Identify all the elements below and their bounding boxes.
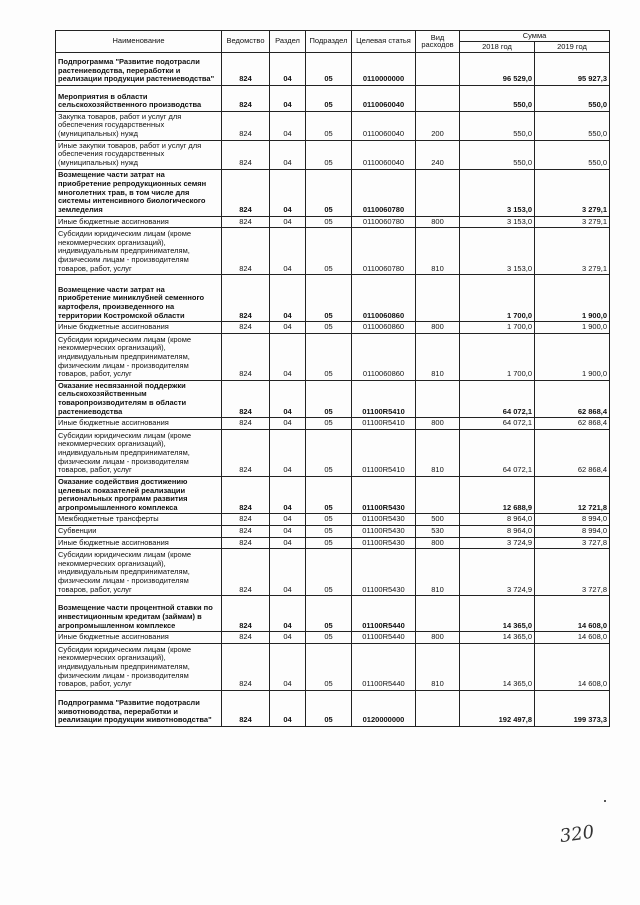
table-cell-name: Субвенции (56, 526, 222, 538)
table-cell-subsection: 05 (306, 169, 352, 216)
table-cell-subsection: 05 (306, 429, 352, 476)
table-cell-2018: 3 724,9 (460, 537, 535, 549)
table-cell-name: Подпрограмма "Развитие подотрасли растениеводства, переработки и реализации продукции растениеводства" (56, 52, 222, 85)
table-cell-2018: 64 072,1 (460, 380, 535, 418)
table-cell-exptype (416, 275, 460, 322)
table-cell-section: 04 (270, 526, 306, 538)
table-cell-dept: 824 (222, 322, 270, 334)
header-row (56, 31, 610, 42)
table-cell-exptype (416, 85, 460, 111)
table-cell-section: 04 (270, 111, 306, 140)
table-row (56, 476, 610, 514)
table-cell-2019: 3 279,1 (535, 228, 610, 275)
table-cell-2019: 95 927,3 (535, 52, 610, 85)
table-cell-2019: 550,0 (535, 111, 610, 140)
table-row (56, 140, 610, 169)
table-cell-name: Закупка товаров, работ и услуг для обеспечения государственных (муниципальных) нужд (56, 111, 222, 140)
table-cell-target: 01100R5410 (352, 380, 416, 418)
table-cell-dept: 824 (222, 549, 270, 596)
table-cell-exptype (416, 596, 460, 632)
table-cell-subsection: 05 (306, 111, 352, 140)
table-cell-section: 04 (270, 322, 306, 334)
table-cell-2019: 14 608,0 (535, 643, 610, 690)
table-cell-section: 04 (270, 52, 306, 85)
header-section: Раздел (270, 31, 306, 53)
table-cell-name: Иные бюджетные ассигнования (56, 322, 222, 334)
table-cell-dept: 824 (222, 514, 270, 526)
table-row (56, 418, 610, 430)
table-cell-section: 04 (270, 333, 306, 380)
table-cell-exptype: 530 (416, 526, 460, 538)
header-name: Наименование (56, 31, 222, 53)
table-cell-subsection: 05 (306, 418, 352, 430)
table-cell-target: 01100R5430 (352, 514, 416, 526)
table-row (56, 429, 610, 476)
table-cell-subsection: 05 (306, 380, 352, 418)
table-cell-name: Оказание несвязанной поддержки сельскохозяйственным товаропроизводителям в области растениеводства (56, 380, 222, 418)
table-cell-section: 04 (270, 632, 306, 644)
table-cell-2019: 14 608,0 (535, 596, 610, 632)
table-cell-exptype (416, 52, 460, 85)
table-cell-section: 04 (270, 643, 306, 690)
table-cell-2019: 12 721,8 (535, 476, 610, 514)
table-cell-2018: 14 365,0 (460, 596, 535, 632)
table-cell-subsection: 05 (306, 514, 352, 526)
table-cell-section: 04 (270, 140, 306, 169)
table-cell-dept: 824 (222, 228, 270, 275)
table-cell-target: 0110060860 (352, 322, 416, 334)
header-sum: Сумма (460, 31, 610, 42)
table-cell-name: Иные бюджетные ассигнования (56, 216, 222, 228)
table-cell-exptype (416, 380, 460, 418)
table-cell-subsection: 05 (306, 596, 352, 632)
table-cell-dept: 824 (222, 275, 270, 322)
table-cell-exptype: 240 (416, 140, 460, 169)
table-cell-name: Возмещение части процентной ставки по инвестиционным кредитам (займам) в агропромышленном комплексе (56, 596, 222, 632)
table-cell-target: 0110000000 (352, 52, 416, 85)
table-cell-subsection: 05 (306, 643, 352, 690)
table-cell-2019: 62 868,4 (535, 380, 610, 418)
table-row (56, 514, 610, 526)
table-cell-2019: 3 279,1 (535, 216, 610, 228)
table-row (56, 111, 610, 140)
table-cell-name: Субсидии юридическим лицам (кроме некоммерческих организаций), индивидуальным предпринимателям, физическим лицам - производителям товаров, работ, услуг (56, 643, 222, 690)
table-cell-target: 0110060040 (352, 140, 416, 169)
table-row (56, 216, 610, 228)
table-cell-section: 04 (270, 418, 306, 430)
table-cell-exptype: 800 (416, 216, 460, 228)
table-cell-subsection: 05 (306, 690, 352, 726)
table-cell-section: 04 (270, 380, 306, 418)
table-cell-2018: 3 724,9 (460, 549, 535, 596)
table-cell-dept: 824 (222, 690, 270, 726)
table-cell-section: 04 (270, 596, 306, 632)
table-cell-dept: 824 (222, 169, 270, 216)
table-cell-subsection: 05 (306, 85, 352, 111)
table-cell-subsection: 05 (306, 333, 352, 380)
table-cell-subsection: 05 (306, 632, 352, 644)
table-cell-2019: 14 608,0 (535, 632, 610, 644)
table-cell-section: 04 (270, 216, 306, 228)
table-cell-target: 01100R5430 (352, 549, 416, 596)
table-row (56, 380, 610, 418)
table-cell-subsection: 05 (306, 537, 352, 549)
table-cell-dept: 824 (222, 333, 270, 380)
table-cell-dept: 824 (222, 632, 270, 644)
table-cell-exptype: 800 (416, 537, 460, 549)
table-cell-name: Субсидии юридическим лицам (кроме некоммерческих организаций), индивидуальным предпринимателям, физическим лицам - производителям товаров, работ, услуг (56, 549, 222, 596)
table-cell-name: Возмещение части затрат на приобретение репродукционных семян многолетних трав, в том числе для системы интенсивного биологического земледелия (56, 169, 222, 216)
table-cell-2018: 12 688,9 (460, 476, 535, 514)
table-cell-2018: 3 153,0 (460, 228, 535, 275)
table-cell-subsection: 05 (306, 216, 352, 228)
page-number-mark: 320 (558, 821, 596, 848)
table-row (56, 85, 610, 111)
table-cell-dept: 824 (222, 537, 270, 549)
table-cell-2019: 62 868,4 (535, 429, 610, 476)
table-cell-2018: 8 964,0 (460, 526, 535, 538)
table-cell-section: 04 (270, 690, 306, 726)
table-cell-name: Межбюджетные трансферты (56, 514, 222, 526)
table-cell-2019: 8 994,0 (535, 526, 610, 538)
table-cell-subsection: 05 (306, 275, 352, 322)
table-cell-exptype: 200 (416, 111, 460, 140)
table-cell-2018: 14 365,0 (460, 632, 535, 644)
table-row (56, 632, 610, 644)
table-cell-subsection: 05 (306, 140, 352, 169)
table-cell-2019: 3 727,8 (535, 537, 610, 549)
table-cell-exptype: 800 (416, 322, 460, 334)
table-cell-2019: 1 900,0 (535, 322, 610, 334)
table-cell-dept: 824 (222, 111, 270, 140)
table-cell-target: 01100R5410 (352, 429, 416, 476)
table-cell-dept: 824 (222, 52, 270, 85)
table-cell-2018: 1 700,0 (460, 322, 535, 334)
table-cell-dept: 824 (222, 429, 270, 476)
table-cell-target: 0110060040 (352, 111, 416, 140)
table-cell-target: 0110060780 (352, 216, 416, 228)
table-cell-section: 04 (270, 429, 306, 476)
table-cell-subsection: 05 (306, 52, 352, 85)
table-cell-2018: 192 497,8 (460, 690, 535, 726)
table-cell-target: 01100R5430 (352, 476, 416, 514)
table-cell-2019: 199 373,3 (535, 690, 610, 726)
table-row (56, 333, 610, 380)
table-cell-subsection: 05 (306, 228, 352, 275)
table-cell-target: 01100R5430 (352, 526, 416, 538)
table-cell-2018: 14 365,0 (460, 643, 535, 690)
table-cell-exptype: 810 (416, 429, 460, 476)
table-cell-exptype: 500 (416, 514, 460, 526)
header-dept: Ведомство (222, 31, 270, 53)
table-cell-2019: 3 727,8 (535, 549, 610, 596)
table-row (56, 52, 610, 85)
table-cell-dept: 824 (222, 643, 270, 690)
table-cell-target: 0120000000 (352, 690, 416, 726)
table-cell-target: 0110060040 (352, 85, 416, 111)
table-body (56, 52, 610, 726)
table-cell-2019: 62 868,4 (535, 418, 610, 430)
table-cell-name: Подпрограмма "Развитие подотрасли животноводства, переработки и реализации продукции животноводства" (56, 690, 222, 726)
table-cell-dept: 824 (222, 596, 270, 632)
table-cell-exptype: 800 (416, 418, 460, 430)
header-2018: 2018 год (460, 41, 535, 52)
table-cell-dept: 824 (222, 140, 270, 169)
table-cell-exptype: 810 (416, 333, 460, 380)
table-cell-target: 0110060780 (352, 169, 416, 216)
table-row (56, 690, 610, 726)
table-cell-section: 04 (270, 514, 306, 526)
table-cell-2018: 96 529,0 (460, 52, 535, 85)
table-cell-2019: 3 279,1 (535, 169, 610, 216)
table-cell-2018: 64 072,1 (460, 418, 535, 430)
table-cell-target: 01100R5430 (352, 537, 416, 549)
table-cell-name: Мероприятия в области сельскохозяйственного производства (56, 85, 222, 111)
table-row (56, 275, 610, 322)
budget-table (55, 30, 610, 727)
table-cell-section: 04 (270, 228, 306, 275)
table-cell-2019: 8 994,0 (535, 514, 610, 526)
table-cell-dept: 824 (222, 216, 270, 228)
table-cell-subsection: 05 (306, 549, 352, 596)
table-row (56, 322, 610, 334)
table-cell-name: Иные бюджетные ассигнования (56, 418, 222, 430)
table-cell-section: 04 (270, 275, 306, 322)
table-cell-exptype: 810 (416, 228, 460, 275)
scan-dot (604, 800, 606, 802)
table-cell-name: Иные бюджетные ассигнования (56, 632, 222, 644)
table-cell-name: Субсидии юридическим лицам (кроме некоммерческих организаций), индивидуальным предпринимателям, физическим лицам - производителям товаров, работ, услуг (56, 429, 222, 476)
table-cell-section: 04 (270, 169, 306, 216)
table-row (56, 228, 610, 275)
table-cell-exptype: 810 (416, 549, 460, 596)
table-cell-section: 04 (270, 537, 306, 549)
table-cell-exptype (416, 476, 460, 514)
table-cell-2018: 64 072,1 (460, 429, 535, 476)
table-cell-2018: 550,0 (460, 85, 535, 111)
table-cell-subsection: 05 (306, 526, 352, 538)
table-row (56, 549, 610, 596)
table-cell-2019: 550,0 (535, 140, 610, 169)
table-cell-2018: 1 700,0 (460, 333, 535, 380)
table-cell-dept: 824 (222, 380, 270, 418)
table-row (56, 596, 610, 632)
table-cell-2018: 8 964,0 (460, 514, 535, 526)
table-cell-target: 0110060860 (352, 333, 416, 380)
table-cell-2018: 550,0 (460, 140, 535, 169)
table-cell-2019: 1 900,0 (535, 333, 610, 380)
header-exptype: Вид расходов (416, 31, 460, 53)
table-cell-target: 01100R5440 (352, 632, 416, 644)
table-cell-2018: 3 153,0 (460, 169, 535, 216)
table-cell-target: 0110060860 (352, 275, 416, 322)
table-cell-subsection: 05 (306, 476, 352, 514)
table-cell-target: 0110060780 (352, 228, 416, 275)
table-cell-name: Оказание содействия достижению целевых показателей реализации региональных программ развития агропромышленного комплекса (56, 476, 222, 514)
table-row (56, 526, 610, 538)
table-cell-target: 01100R5410 (352, 418, 416, 430)
table-cell-subsection: 05 (306, 322, 352, 334)
table-cell-dept: 824 (222, 526, 270, 538)
header-subsection: Подраздел (306, 31, 352, 53)
table-cell-name: Субсидии юридическим лицам (кроме некоммерческих организаций), индивидуальным предпринимателям, физическим лицам - производителям товаров, работ, услуг (56, 228, 222, 275)
table-row (56, 169, 610, 216)
table-cell-2018: 3 153,0 (460, 216, 535, 228)
table-cell-name: Иные закупки товаров, работ и услуг для обеспечения государственных (муниципальных) нужд (56, 140, 222, 169)
table-cell-exptype (416, 690, 460, 726)
table-cell-2018: 550,0 (460, 111, 535, 140)
table-cell-exptype: 810 (416, 643, 460, 690)
table-cell-name: Иные бюджетные ассигнования (56, 537, 222, 549)
table-cell-exptype (416, 169, 460, 216)
table-cell-name: Субсидии юридическим лицам (кроме некоммерческих организаций), индивидуальным предпринимателям, физическим лицам - производителям товаров, работ, услуг (56, 333, 222, 380)
table-row (56, 643, 610, 690)
table-cell-2018: 1 700,0 (460, 275, 535, 322)
table-cell-exptype: 800 (416, 632, 460, 644)
table-cell-dept: 824 (222, 418, 270, 430)
table-cell-target: 01100R5440 (352, 596, 416, 632)
table-cell-dept: 824 (222, 85, 270, 111)
table-cell-2019: 1 900,0 (535, 275, 610, 322)
header-target: Целевая статья (352, 31, 416, 53)
table-row (56, 537, 610, 549)
table-cell-target: 01100R5440 (352, 643, 416, 690)
header-2019: 2019 год (535, 41, 610, 52)
table-cell-section: 04 (270, 476, 306, 514)
table-cell-name: Возмещение части затрат на приобретение миниклубней семенного картофеля, произведенного на территории Костромской области (56, 275, 222, 322)
table-cell-section: 04 (270, 549, 306, 596)
table-cell-2019: 550,0 (535, 85, 610, 111)
table-cell-section: 04 (270, 85, 306, 111)
table-cell-dept: 824 (222, 476, 270, 514)
